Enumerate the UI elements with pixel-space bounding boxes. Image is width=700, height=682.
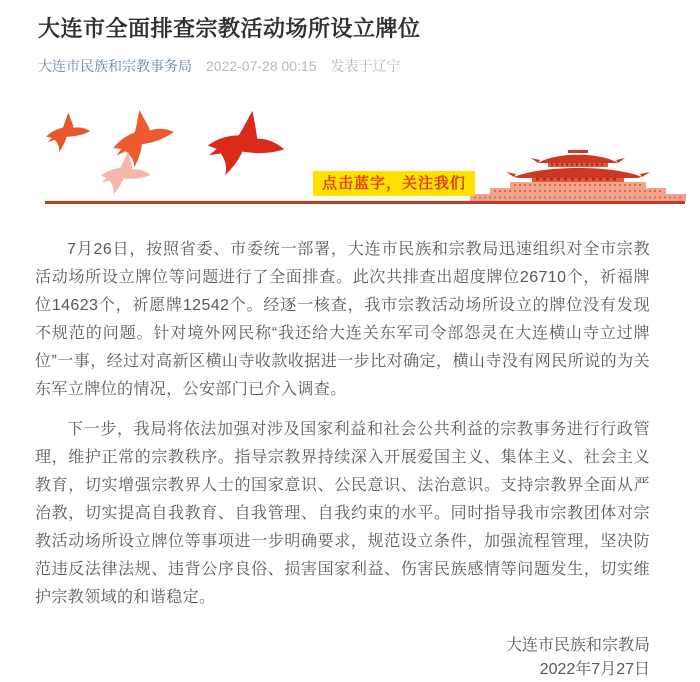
page-title: 大连市全面排查宗教活动场所设立牌位 — [38, 16, 421, 41]
account-name-link[interactable]: 大连市民族和宗教事务局 — [38, 58, 192, 74]
byline — [38, 56, 650, 76]
dove-icon — [108, 106, 178, 170]
publish-timestamp: 2022-07-28 00:15 — [206, 58, 317, 74]
paragraph: 7月26日，按照省委、市委统一部署，大连市民族和宗教局迅速组织对全市宗教活动场所设立牌位等问题进行了全面排查。此次共排查出超度牌位26710个，祈福牌位14623个，祈愿牌12542个。经逐一核查，我市宗教活动场所设立的牌位没有发现不规范的问题。针对境外网民称“我还给大连关东军司令部怨灵在大连横山寺立过牌位”一事，经过对高新区横山寺收款收据进一步比对确定，横山寺没有网民所说的为关东军立牌位的情况，公安部门已介入调查。 — [35, 241, 650, 398]
signature-date: 2022年7月27日 — [539, 661, 650, 678]
signature-block — [35, 634, 650, 682]
dove-icon — [46, 112, 90, 152]
dove-icon — [203, 104, 290, 185]
banner-image[interactable] — [0, 102, 700, 214]
dove-icon — [99, 149, 153, 199]
signature-org: 大连市民族和宗教局 — [505, 637, 650, 654]
follow-us-badge[interactable]: 点击蓝字，关注我们 — [313, 171, 475, 196]
banner-graphic — [0, 102, 700, 214]
palace-icon — [470, 150, 686, 201]
article-body — [35, 236, 650, 612]
banner-divider — [45, 201, 685, 204]
publish-location: 发表于辽宁 — [330, 58, 401, 74]
paragraph: 下一步，我局将依法加强对涉及国家利益和社会公共利益的宗教事务进行行政管理，维护正常的宗教秩序。指导宗教界持续深入开展爱国主义、集体主义、社会主义教育，切实增强宗教界人士的国家意识、公民意识、法治意识。支持宗教界全面从严治教，切实提高自我教育、自我管理、自我约束的水平。同时指导我市宗教团体对宗教活动场所设立牌位等事项进一步明确要求，规范设立条件，加强流程管理，坚决防范违反法律法规、违背公序良俗、损害国家利益、伤害民族感情等问题发生，切实维护宗教领域的和谐稳定。 — [35, 421, 650, 606]
